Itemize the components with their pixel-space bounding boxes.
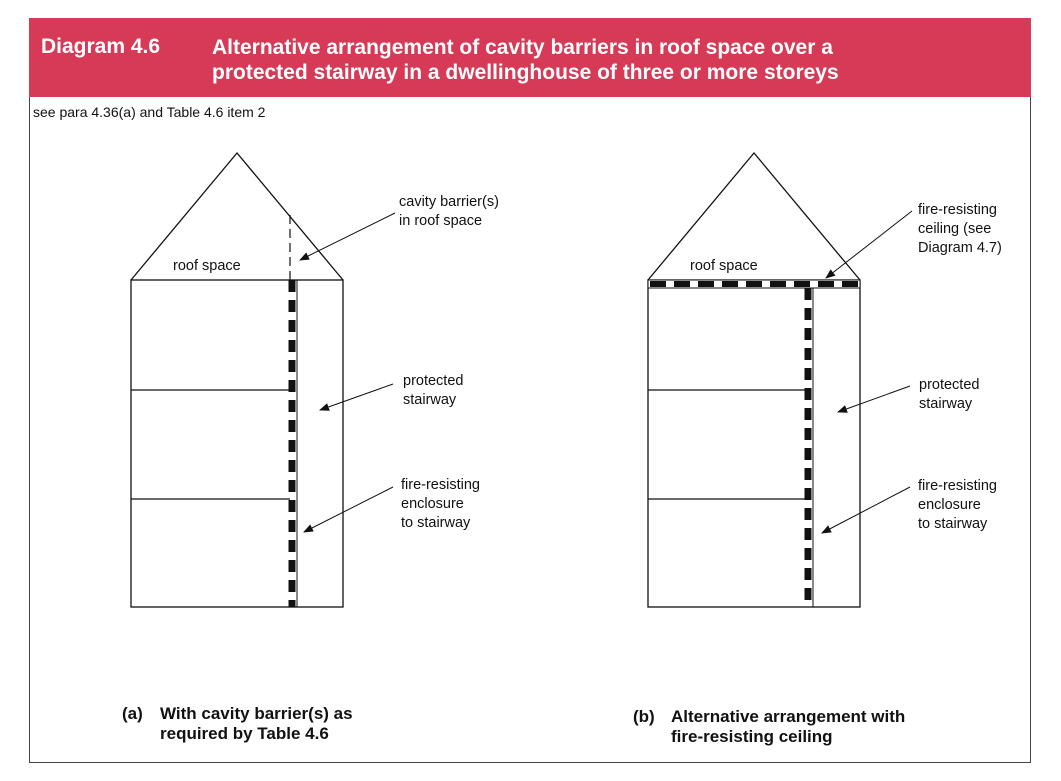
reference-note: see para 4.36(a) and Table 4.6 item 2 — [33, 104, 266, 120]
caption-letter-a: (a) — [122, 704, 143, 723]
fire-resisting-ceiling-callout — [918, 201, 1002, 258]
callout-line: Diagram 4.7) — [918, 240, 1002, 256]
callout-line: protected — [403, 373, 464, 389]
building-a — [131, 153, 395, 607]
roof-space-label-b: roof space — [690, 258, 758, 274]
enclosure-callout-b — [918, 477, 997, 534]
callout-line: fire-resisting — [401, 477, 480, 493]
caption-text-a — [160, 704, 353, 744]
callout-line: fire-resisting — [918, 478, 997, 494]
caption-a — [122, 704, 353, 744]
callout-line: enclosure — [918, 497, 981, 513]
cavity-barrier-callout — [399, 193, 499, 231]
protected-stairway-callout-a — [403, 372, 463, 410]
callout-line: to stairway — [918, 516, 988, 532]
roof-space-label-a: roof space — [173, 258, 241, 274]
protected-stairway-callout-b — [919, 376, 979, 414]
caption-line: fire-resisting ceiling — [671, 727, 833, 746]
leader-barrier-a — [300, 213, 395, 260]
enclosure-callout-a — [401, 476, 480, 533]
caption-line: Alternative arrangement with — [671, 707, 906, 726]
callout-line: ceiling (see — [918, 221, 992, 237]
callout-line: protected — [919, 377, 980, 393]
callout-line: enclosure — [401, 496, 464, 512]
diagram-number: Diagram 4.6 — [41, 35, 161, 58]
walls-a — [131, 280, 343, 607]
caption-b — [633, 707, 905, 747]
title-line-2: protected stairway in a dwellinghouse of three or more storeys — [212, 61, 839, 84]
leader-enclosure-b — [822, 487, 910, 533]
caption-line: With cavity barrier(s) as — [160, 704, 353, 723]
callout-line: cavity barrier(s) — [399, 194, 499, 210]
walls-b — [648, 280, 860, 607]
leader-stair-a — [320, 384, 393, 410]
title-line-1: Alternative arrangement of cavity barriers in roof space over a — [212, 36, 833, 59]
caption-letter-b: (b) — [633, 707, 655, 726]
callout-line: in roof space — [399, 213, 483, 229]
leader-enclosure-a — [304, 487, 393, 532]
leader-ceiling-b — [826, 211, 912, 278]
callout-line: stairway — [919, 396, 973, 412]
leader-stair-b — [838, 386, 910, 412]
callout-line: fire-resisting — [918, 202, 997, 218]
caption-line: required by Table 4.6 — [160, 724, 329, 743]
callout-line: to stairway — [401, 515, 471, 531]
building-b — [648, 153, 912, 607]
callout-line: stairway — [403, 392, 457, 408]
caption-text-b — [671, 707, 905, 747]
